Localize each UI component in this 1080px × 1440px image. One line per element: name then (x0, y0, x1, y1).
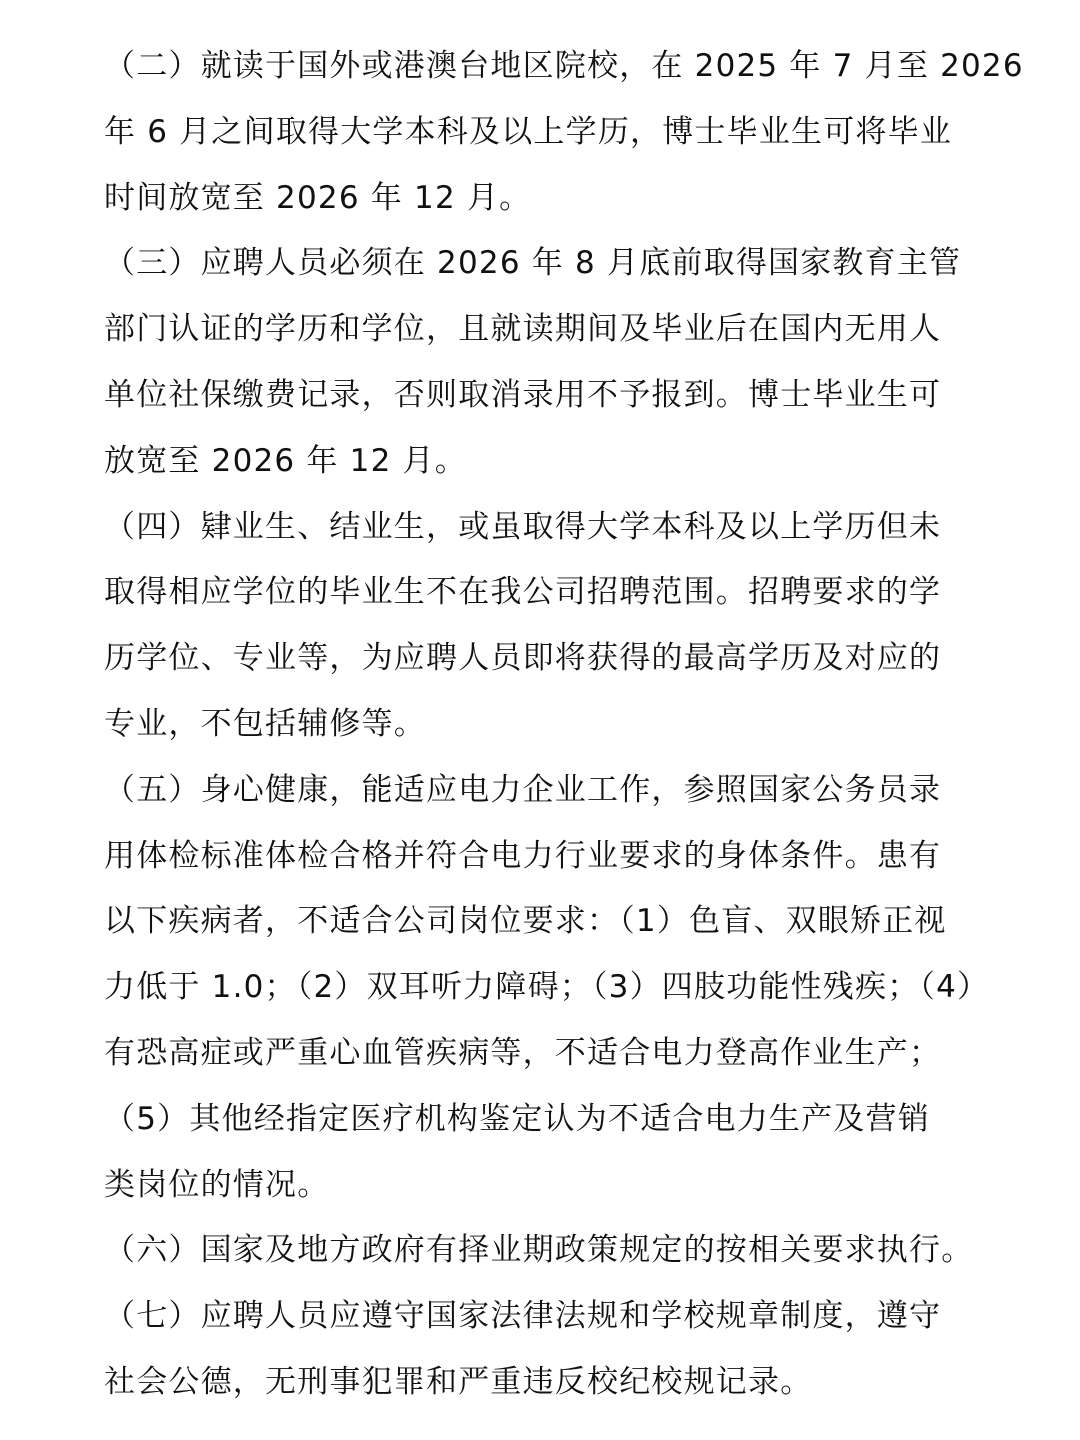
text-line: 专业，不包括辅修等。 (104, 705, 426, 742)
text-line: 取得相应学位的毕业生不在我公司招聘范围。招聘要求的学 (104, 574, 942, 611)
text-line: 类岗位的情况。 (104, 1166, 330, 1203)
text-line: （七）应聘人员应遵守国家法律法规和学校规章制度，遵守 (104, 1298, 942, 1335)
text-line: （二）就读于国外或港澳台地区院校，在 2025 年 7 月至 2026 (104, 48, 1024, 84)
text-line: 力低于 1.0；（2）双耳听力障碍；（3）四肢功能性残疾；（4） (104, 969, 990, 1006)
text-line: 有恐高症或严重心血管疾病等，不适合电力登高作业生产； (104, 1034, 942, 1071)
text-line: 时间放宽至 2026 年 12 月。 (104, 179, 532, 216)
text-line: 用体检标准体检合格并符合电力行业要求的身体条件。患有 (104, 837, 942, 874)
text-line: （5）其他经指定医疗机构鉴定认为不适合电力生产及营销 (104, 1100, 930, 1137)
document-body (104, 34, 1024, 1416)
text-line: （四）肄业生、结业生，或虽取得大学本科及以上学历但未 (104, 508, 942, 545)
text-line: 年 6 月之间取得大学本科及以上学历，博士毕业生可将毕业 (104, 113, 953, 150)
text-line: 单位社保缴费记录，否则取消录用不予报到。博士毕业生可 (104, 376, 942, 413)
text-line: 社会公德，无刑事犯罪和严重违反校纪校规记录。 (104, 1363, 813, 1400)
text-line: （五）身心健康，能适应电力企业工作，参照国家公务员录 (104, 771, 942, 808)
text-line: （六）国家及地方政府有择业期政策规定的按相关要求执行。 (104, 1232, 974, 1269)
text-line: 历学位、专业等，为应聘人员即将获得的最高学历及对应的 (104, 640, 942, 677)
text-line: 部门认证的学历和学位，且就读期间及毕业后在国内无用人 (104, 311, 942, 348)
text-line: （三）应聘人员必须在 2026 年 8 月底前取得国家教育主管 (104, 245, 962, 282)
text-line: 放宽至 2026 年 12 月。 (104, 442, 467, 479)
text-line: 以下疾病者，不适合公司岗位要求：（1）色盲、双眼矫正视 (104, 903, 947, 940)
